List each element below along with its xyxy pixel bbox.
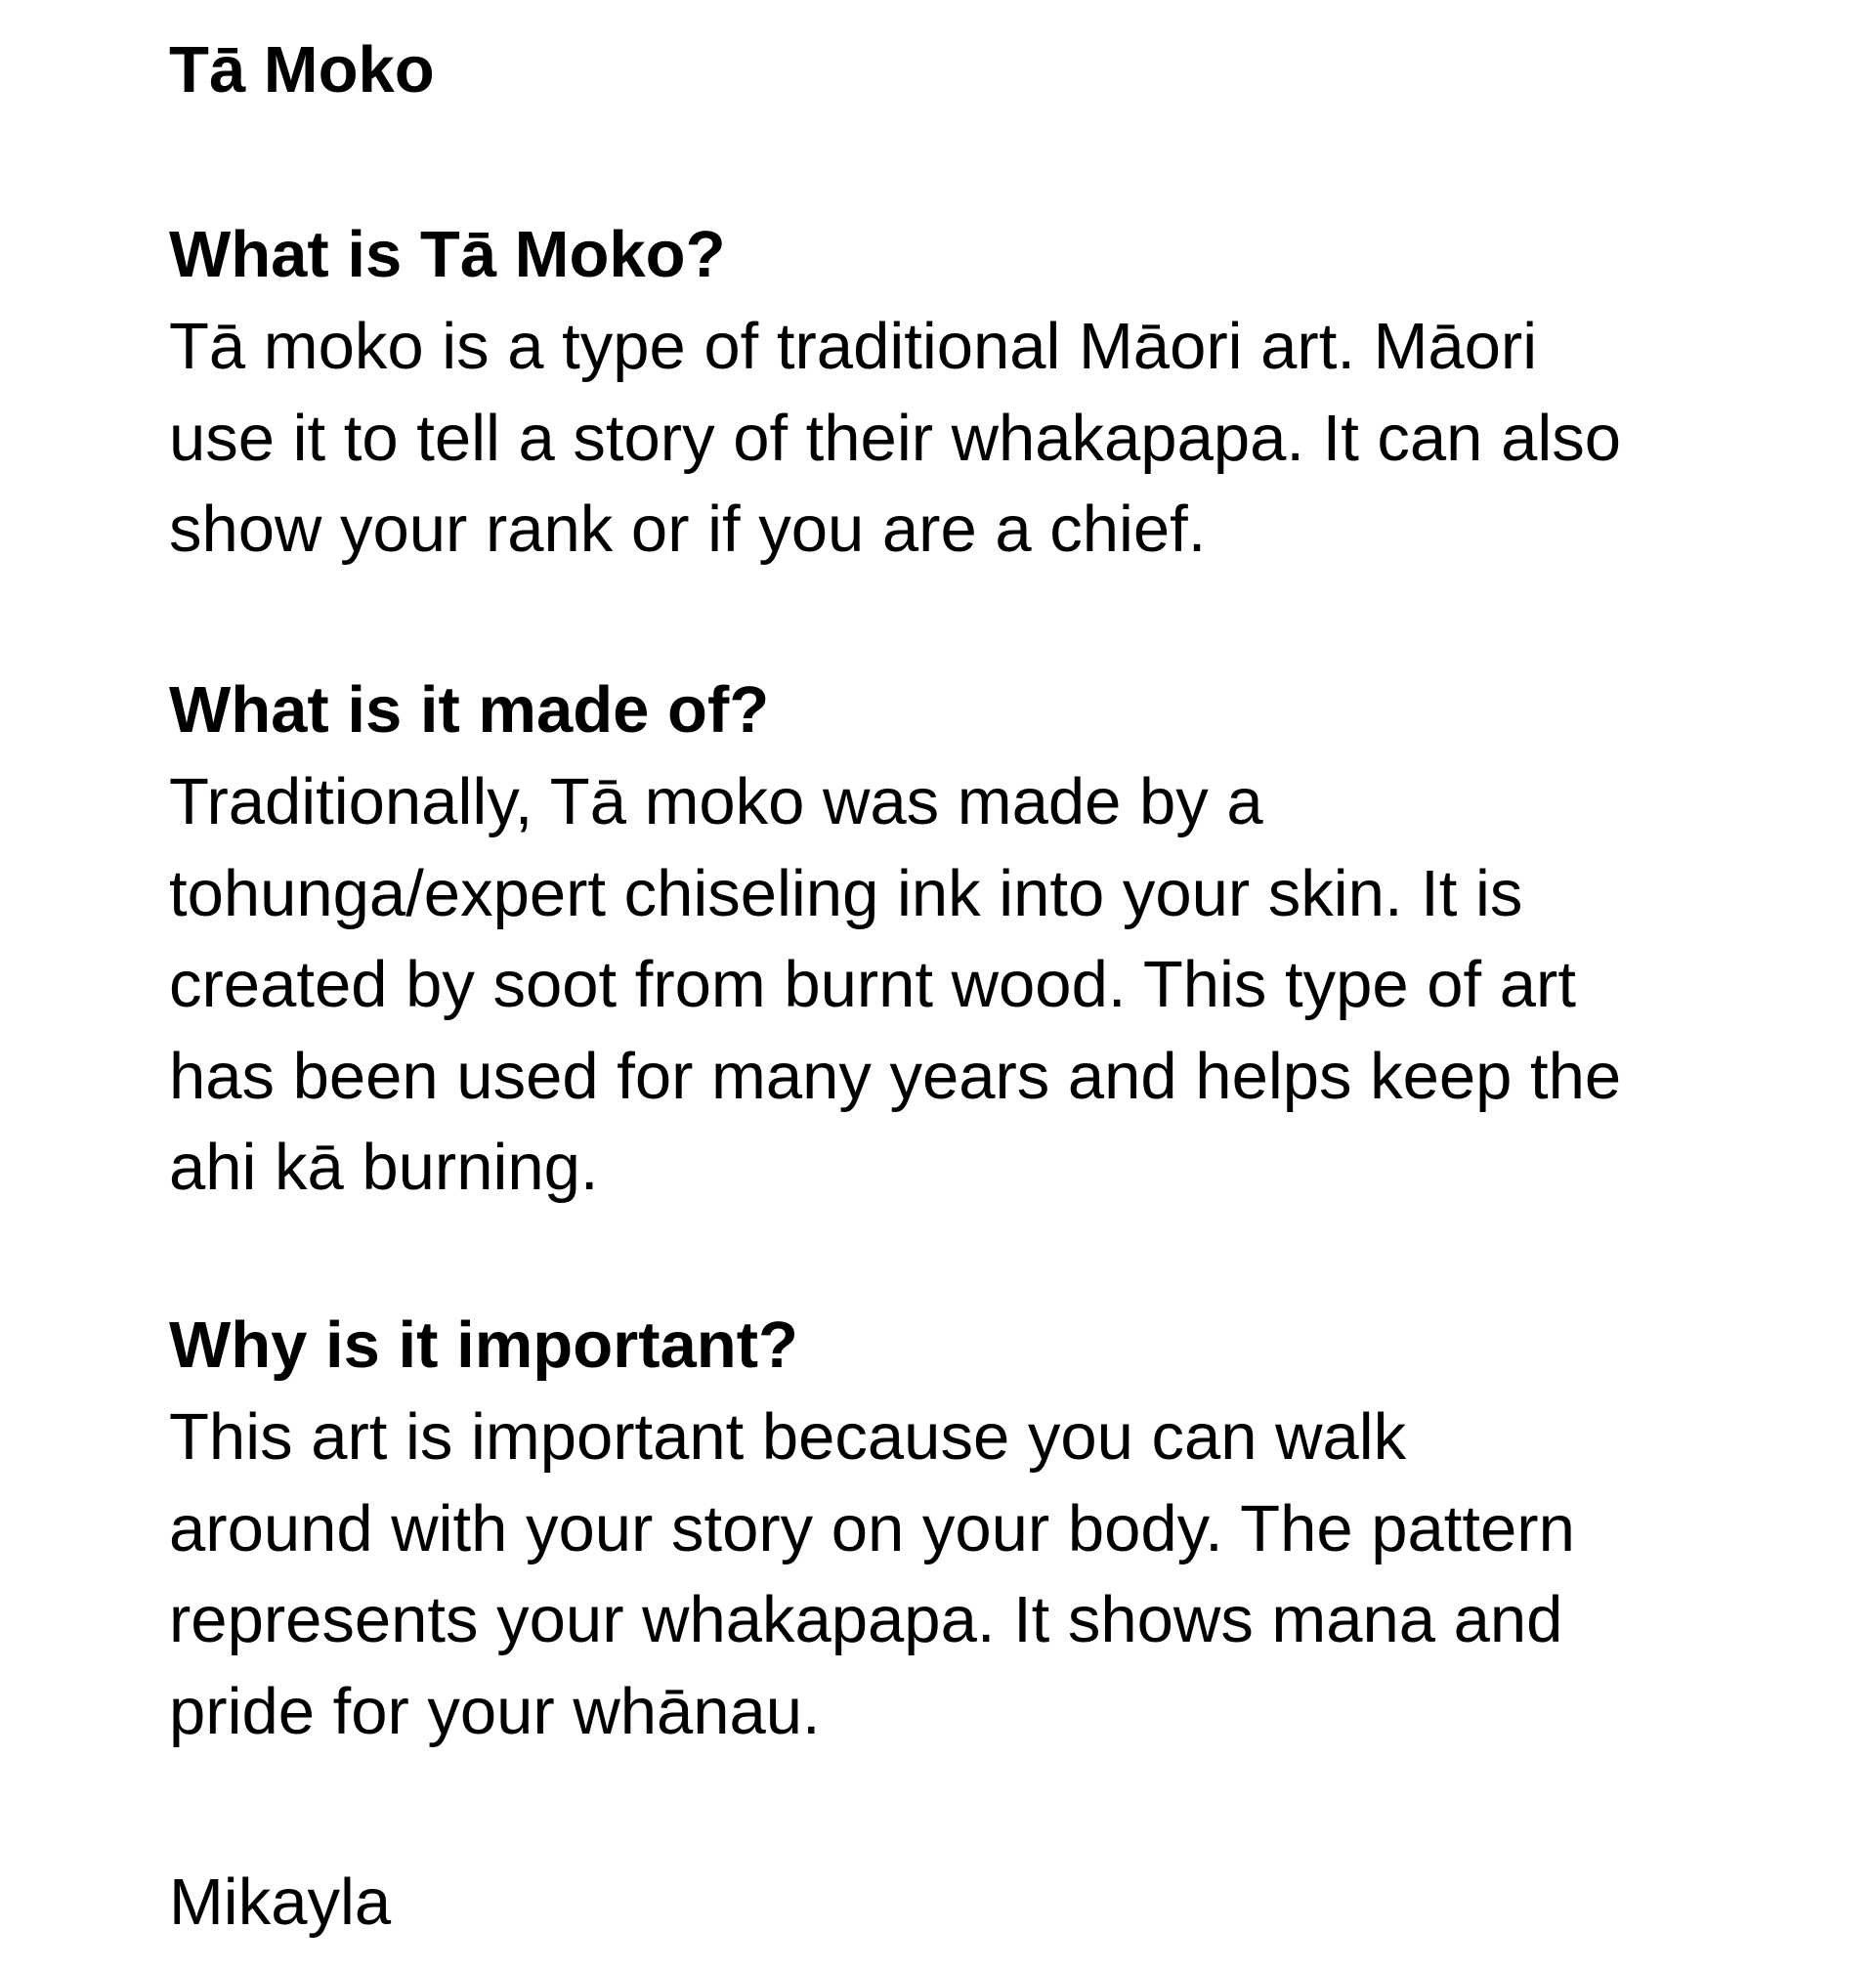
paragraph-line: Tā moko is a type of traditional Māori art. Māori — [169, 310, 1538, 383]
section-heading: Why is it important? — [169, 1308, 798, 1382]
section-why-is-it-important — [169, 1300, 1830, 1757]
paragraph-line: use it to tell a story of their whakapapa. It can also — [169, 401, 1621, 475]
author-signature: Mikayla — [169, 1865, 392, 1939]
paragraph-line: show your rank or if you are a chief. — [169, 493, 1207, 566]
section-what-is-ta-moko — [169, 209, 1830, 576]
paragraph-line: Traditionally, Tā moko was made by a — [169, 765, 1263, 838]
section-what-is-it-made-of — [169, 664, 1830, 1214]
document-title: Tā Moko — [169, 33, 435, 107]
paragraph-line: has been used for many years and helps keep the — [169, 1039, 1622, 1113]
section-heading: What is Tā Moko? — [169, 218, 726, 291]
paragraph-line: around with your story on your body. The pattern — [169, 1491, 1575, 1565]
section-heading: What is it made of? — [169, 673, 770, 747]
paragraph-line: pride for your whānau. — [169, 1674, 821, 1748]
paragraph-line: ahi kā burning. — [169, 1131, 599, 1204]
paragraph-line: created by soot from burnt wood. This type of art — [169, 948, 1576, 1021]
paragraph-line: represents your whakapapa. It shows mana and — [169, 1583, 1563, 1656]
paragraph-line: This art is important because you can walk — [169, 1400, 1407, 1474]
paragraph-line: tohunga/expert chiseling ink into your skin. It is — [169, 856, 1523, 930]
